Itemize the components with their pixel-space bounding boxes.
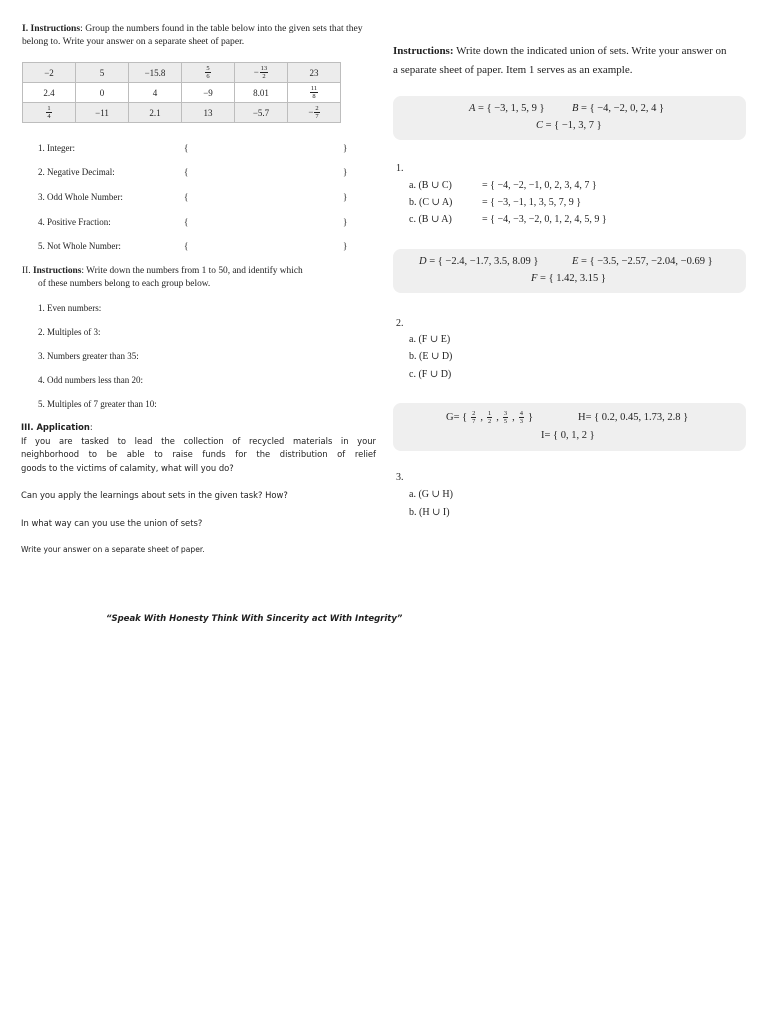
- group-item: 2. Multiples of 3:: [38, 327, 101, 337]
- set-f: F = { 1.42, 3.15 }: [531, 273, 606, 284]
- set-close-brace: }: [343, 192, 348, 202]
- right-line2: a separate sheet of paper. Item 1 serves as an example.: [393, 64, 633, 76]
- set-open-brace: {: [184, 241, 189, 251]
- section2-lead: Instructions: [32, 266, 82, 276]
- category-label: 1. Integer:: [38, 143, 75, 153]
- section3-colon: :: [89, 422, 93, 432]
- set-g-suffix: }: [528, 412, 534, 423]
- g-fraction: $\frac{2}{7}$: [472, 410, 476, 425]
- table-cell: −5.7: [235, 103, 288, 123]
- union-answer: = { −3, −1, 1, 3, 5, 7, 9 }: [482, 197, 582, 208]
- set-a: A = { −3, 1, 5, 9 }: [469, 103, 545, 114]
- table-cell: − $\frac{2}{7}$: [288, 103, 341, 123]
- set-e: E = { −3.5, −2.57, −2.04, −0.69 }: [572, 256, 713, 267]
- table-cell: 13: [182, 103, 235, 123]
- set-close-brace: }: [343, 143, 348, 153]
- section3-question: In what way can you use the union of sets?: [21, 518, 203, 528]
- set-g: G= { $\frac{2}{7}$ , $\frac{1}{2}$ , $\frac{3}{5}$ , $\frac{4}{3}$ }: [446, 410, 534, 425]
- sets-box-abc: [393, 96, 746, 140]
- union-label: a. (F ∪ E): [409, 334, 451, 345]
- category-label: 4. Positive Fraction:: [38, 217, 111, 227]
- section3-heading: III. Application: [21, 422, 90, 432]
- table-cell: −11: [76, 103, 129, 123]
- section3-application: [21, 421, 376, 475]
- section3-paragraph-line: neighborhood to be able to raise funds for the distribution of relief: [21, 449, 376, 459]
- set-open-brace: {: [184, 217, 189, 227]
- set-open-brace: {: [184, 143, 189, 153]
- set-b: B = { −4, −2, 0, 2, 4 }: [572, 103, 665, 114]
- group-item: 4. Odd numbers less than 20:: [38, 375, 143, 385]
- table-cell: −2: [23, 63, 76, 83]
- set-i: I= { 0, 1, 2 }: [541, 430, 595, 441]
- table-cell: $\frac{1}{4}$: [23, 103, 76, 123]
- union-answer: = { −4, −2, −1, 0, 2, 3, 4, 7 }: [482, 180, 597, 191]
- group-item: 3. Numbers greater than 35:: [38, 351, 139, 361]
- set-h: H= { 0.2, 0.45, 1.73, 2.8 }: [578, 412, 689, 423]
- right-instructions: [393, 42, 753, 80]
- union-label: a. (G ∪ H): [409, 489, 453, 500]
- category-label: 2. Negative Decimal:: [38, 167, 115, 177]
- union-label: a. (B ∪ C): [409, 180, 452, 191]
- group-item: 1. Even numbers:: [38, 303, 102, 313]
- item-number: 1.: [396, 163, 404, 174]
- g-fraction: $\frac{3}{5}$: [503, 410, 508, 425]
- section3-paragraph-line: goods to the victims of calamity, what will you do?: [21, 462, 234, 473]
- union-label: c. (B ∪ A): [409, 214, 452, 225]
- section2-line1: : Write down the numbers from 1 to 50, and identify which: [81, 266, 303, 276]
- right-line1: Write down the indicated union of sets. Write your answer on: [453, 45, 727, 57]
- table-row: [23, 83, 341, 103]
- set-c: C = { −1, 3, 7 }: [536, 120, 602, 131]
- set-close-brace: }: [343, 167, 348, 177]
- table-cell: 8.01: [235, 83, 288, 103]
- section1-roman: I.: [22, 23, 29, 34]
- motto-quote: “Speak With Honesty Think With Sincerity act With Integrity”: [106, 614, 403, 624]
- union-label: b. (E ∪ D): [409, 351, 453, 362]
- table-cell: −9: [182, 83, 235, 103]
- table-cell: 2.4: [23, 83, 76, 103]
- group-item: 5. Multiples of 7 greater than 10:: [38, 399, 157, 409]
- table-cell: 23: [288, 63, 341, 83]
- category-label: 3. Odd Whole Number:: [38, 192, 123, 202]
- union-label: c. (F ∪ D): [409, 369, 452, 380]
- set-d: D = { −2.4, −1.7, 3.5, 8.09 }: [419, 256, 539, 267]
- set-open-brace: {: [184, 167, 189, 177]
- table-cell: −15.8: [129, 63, 182, 83]
- section1-instructions: [22, 22, 372, 48]
- table-cell: $\frac{5}{6}$: [182, 63, 235, 83]
- table-cell: 4: [129, 83, 182, 103]
- set-close-brace: }: [343, 217, 348, 227]
- section3-paragraph-line: If you are tasked to lead the collection of recycled materials in your: [21, 435, 376, 446]
- right-lead: Instructions:: [393, 45, 454, 57]
- numbers-table: [22, 62, 341, 123]
- union-label: b. (C ∪ A): [409, 197, 453, 208]
- table-row: [23, 103, 341, 123]
- union-answer: = { −4, −3, −2, 0, 1, 2, 4, 5, 9 }: [482, 214, 607, 225]
- set-open-brace: {: [184, 192, 189, 202]
- set-g-prefix: G= {: [446, 412, 468, 423]
- section2-line2: of these numbers belong to each group below.: [38, 278, 211, 289]
- section2-instructions: [22, 265, 377, 290]
- table-cell: 5: [76, 63, 129, 83]
- set-close-brace: }: [343, 241, 348, 251]
- table-cell: − $\frac{13}{2}$: [235, 63, 288, 83]
- table-row: [23, 63, 341, 83]
- union-label: b. (H ∪ I): [409, 507, 450, 518]
- item-number: 2.: [396, 318, 404, 329]
- g-fraction: $\frac{4}{3}$: [519, 410, 524, 425]
- section3-question: Can you apply the learnings about sets in the given task? How?: [21, 490, 288, 500]
- g-fraction: $\frac{1}{2}$: [488, 410, 492, 425]
- item-number: 3.: [396, 472, 404, 483]
- table-cell: 2.1: [129, 103, 182, 123]
- section3-note: Write your answer on a separate sheet of paper.: [21, 545, 205, 554]
- table-cell: $\frac{11}{8}$: [288, 83, 341, 103]
- section1-text: : Group the numbers found in the table below into the given sets that they belong to. Write your answer on a separate sheet of paper.: [22, 23, 363, 47]
- section1-lead: Instructions: [30, 23, 81, 34]
- category-label: 5. Not Whole Number:: [38, 241, 121, 251]
- section2-roman: II.: [22, 266, 31, 276]
- table-cell: 0: [76, 83, 129, 103]
